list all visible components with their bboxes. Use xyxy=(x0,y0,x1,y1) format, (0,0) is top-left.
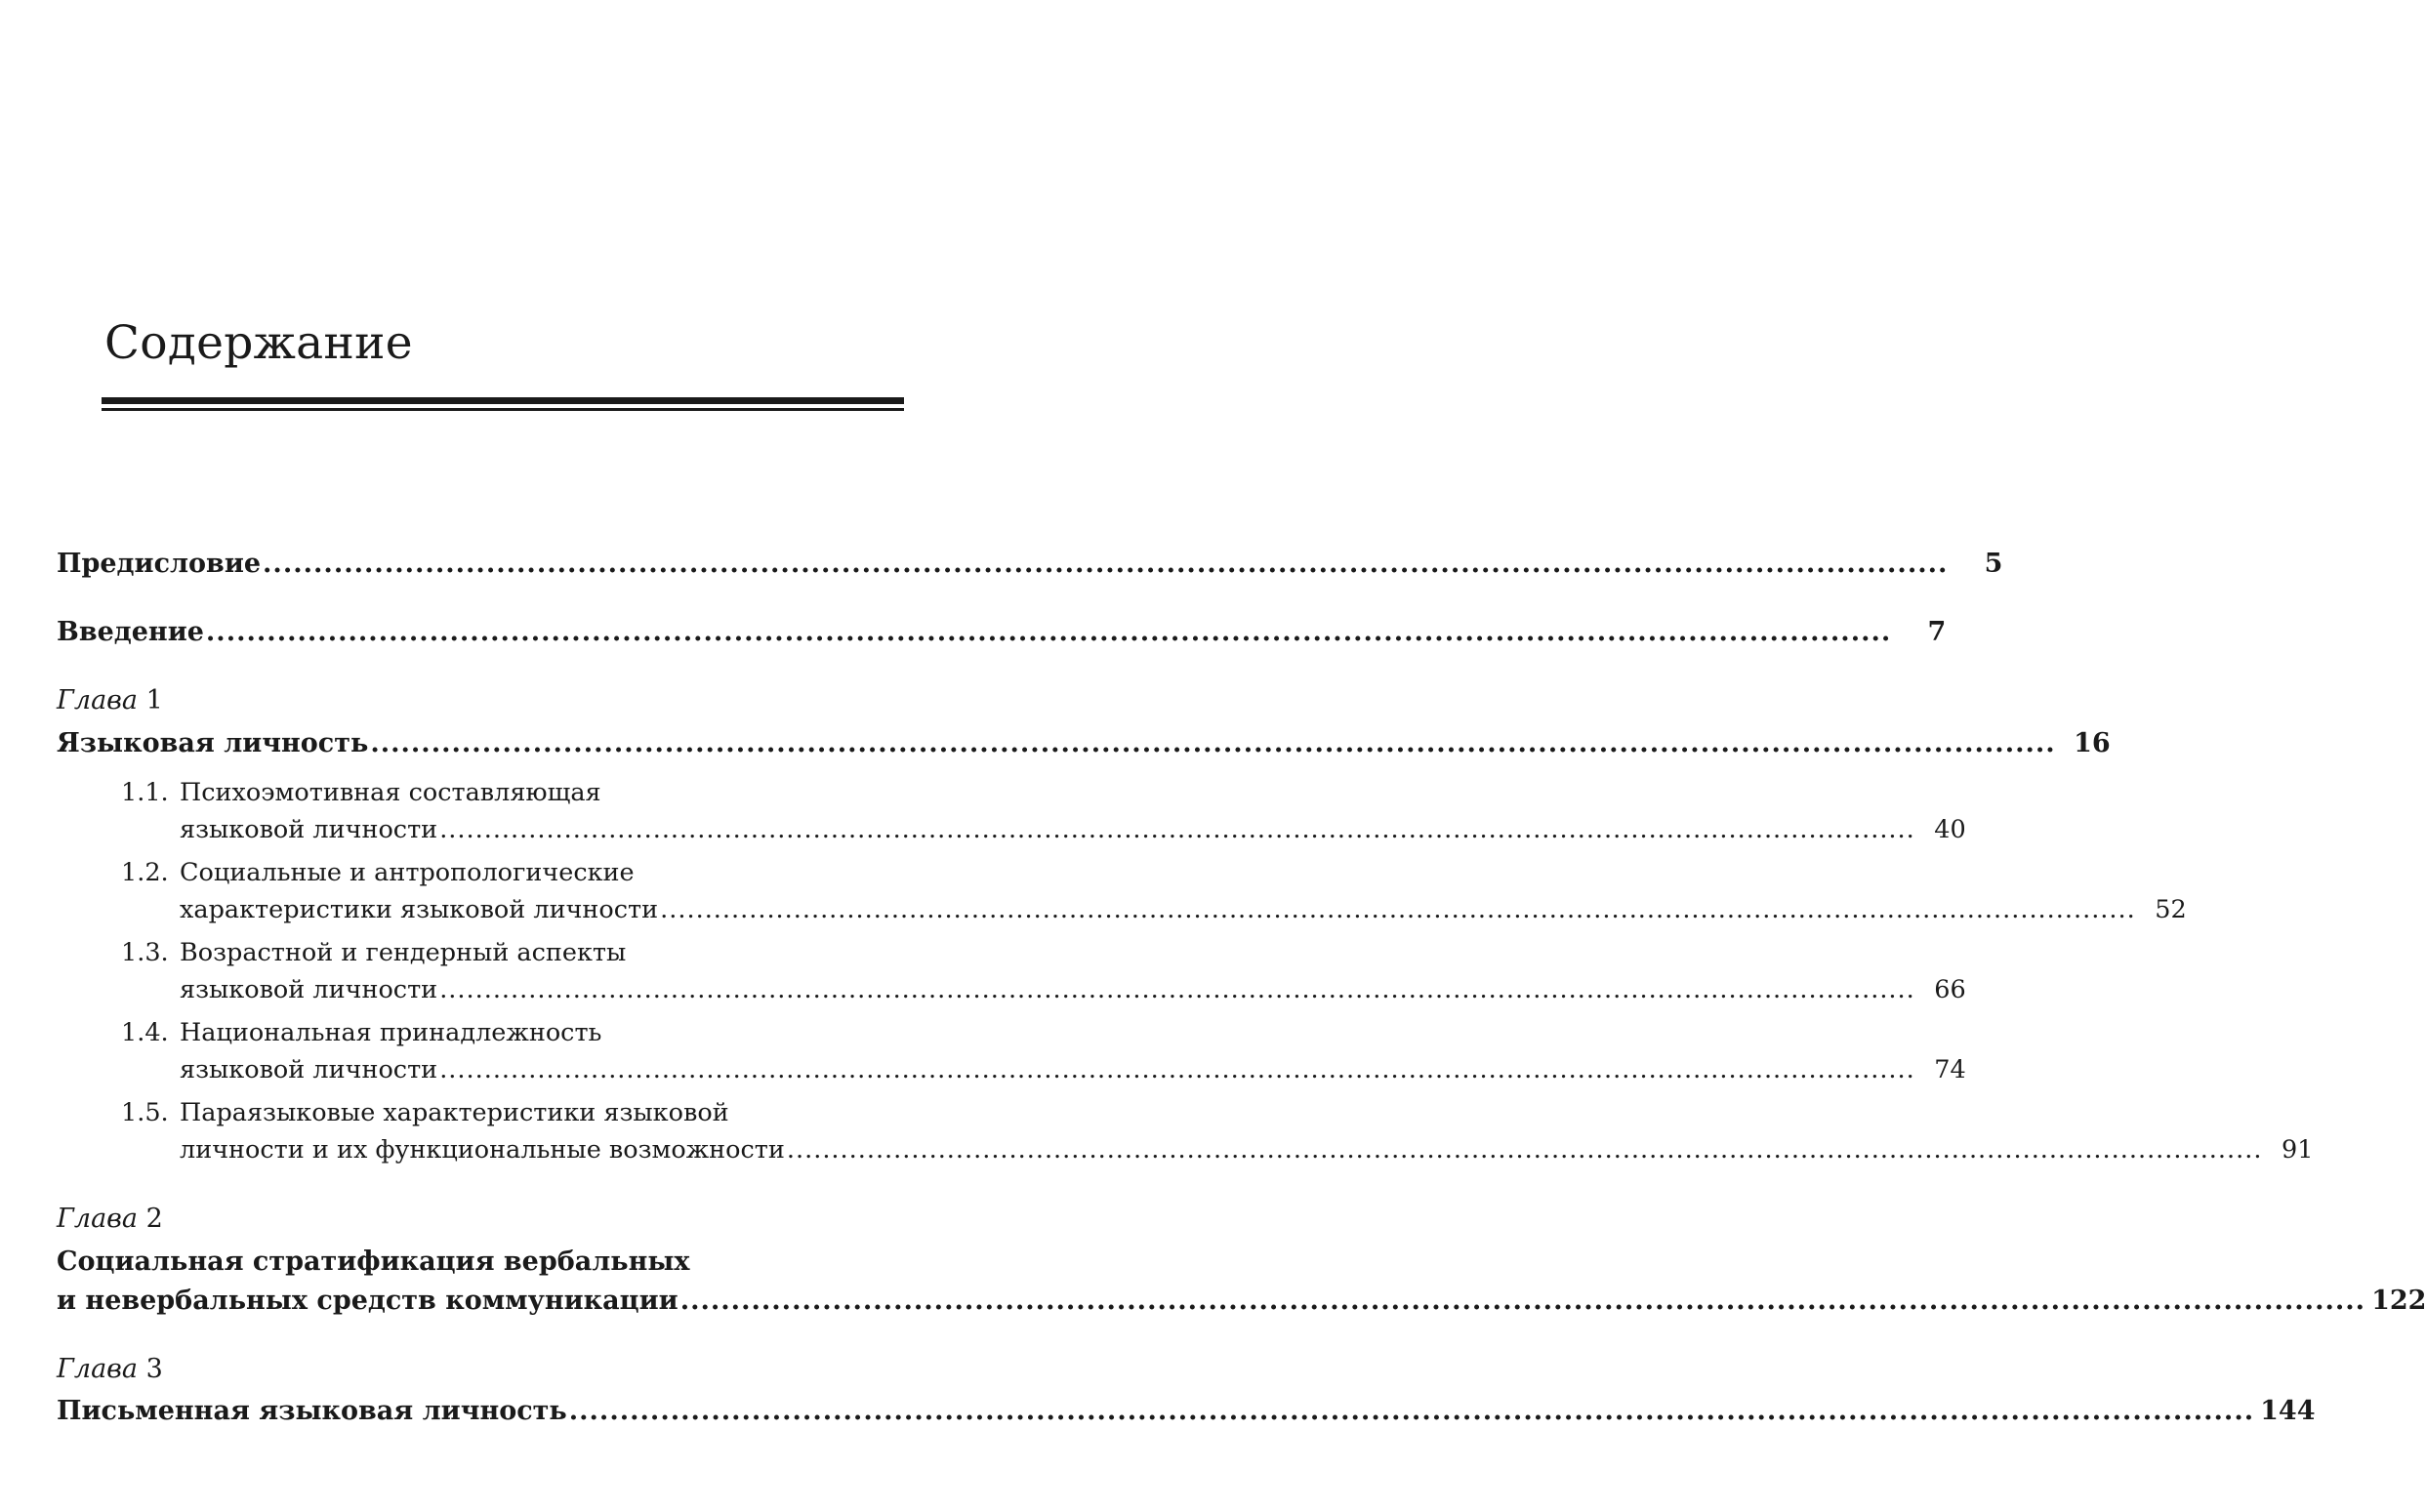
title-rule-thin xyxy=(102,408,904,411)
section-title-line2: личности и их функциональные возможности xyxy=(180,1135,785,1165)
section-number: 1.5. xyxy=(121,1098,169,1127)
section-title-line1: Национальная принадлежность xyxy=(180,1018,602,1047)
dot-leader: ...................................................................................................................................................................... xyxy=(439,975,1915,1004)
section-number: 1.2. xyxy=(121,858,169,887)
toc-entry-title-line2: и невербальных средств коммуникации xyxy=(57,1286,678,1316)
toc-section-1-5-line2[interactable] xyxy=(180,1135,2314,1176)
section-title-line1: Возрастной и гендерный аспекты xyxy=(180,938,627,967)
toc-entry-title-line1: Социальная стратификация вербальных xyxy=(57,1246,690,1277)
dot-leader: ...................................................................................................................................................................... xyxy=(660,895,2136,924)
title-rule-thick xyxy=(102,397,904,404)
toc-section-1-4-line1[interactable] xyxy=(121,1018,601,1057)
toc-section-1-3-line1[interactable] xyxy=(121,938,626,977)
toc-page-number: 74 xyxy=(1934,1055,1966,1084)
dot-leader: ...................................................................................................................................................................... xyxy=(439,1055,1915,1084)
dot-leader: ...................................................................................................................................................................... xyxy=(679,1286,2366,1316)
toc-page-number: 91 xyxy=(2282,1135,2314,1165)
chapter-number: 1 xyxy=(145,685,163,715)
dot-leader: ...................................................................................................................................................................... xyxy=(263,549,1949,579)
toc-section-1-4-line2[interactable] xyxy=(180,1055,1966,1096)
chapter-word: Глава xyxy=(57,1354,138,1384)
toc-section-1-5-line1[interactable] xyxy=(121,1098,729,1137)
chapter-number: 2 xyxy=(145,1204,163,1234)
toc-page-number: 16 xyxy=(2074,728,2111,758)
toc-section-1-2-line2[interactable] xyxy=(180,895,2187,936)
toc-page-number: 5 xyxy=(1984,549,2003,579)
toc-entry-chapter-2-line1[interactable] xyxy=(57,1246,690,1286)
section-title-line2: языковой личности xyxy=(180,975,438,1004)
toc-entry-title: Письменная языковая личность xyxy=(57,1396,567,1426)
toc-entry-title: Языковая личность xyxy=(57,728,369,758)
toc-entry-preface[interactable] xyxy=(57,549,2003,590)
toc-page-number: 40 xyxy=(1934,815,1966,844)
toc-page-number: 7 xyxy=(1927,617,1947,647)
section-title-line1: Психоэмотивная составляющая xyxy=(180,778,601,807)
toc-page-number: 52 xyxy=(2155,895,2187,924)
dot-leader: ...................................................................................................................................................................... xyxy=(205,617,1892,647)
section-title-line1: Параязыковые характеристики языковой xyxy=(180,1098,729,1127)
page-title: Содержание xyxy=(104,316,413,370)
section-title-line2: характеристики языковой личности xyxy=(180,895,659,924)
section-number: 1.1. xyxy=(121,778,169,807)
toc-page-number: 122 xyxy=(2371,1286,2426,1316)
toc-entry-chapter-2-line2[interactable] xyxy=(57,1286,2426,1327)
dot-leader: ...................................................................................................................................................................... xyxy=(568,1396,2255,1426)
chapter-word: Глава xyxy=(57,685,138,715)
chapter-word: Глава xyxy=(57,1204,138,1234)
chapter-3-label xyxy=(57,1354,163,1393)
chapter-1-label xyxy=(57,685,163,724)
dot-leader: ...................................................................................................................................................................... xyxy=(439,815,1915,844)
toc-entry-title: Введение xyxy=(57,617,204,647)
chapter-2-label xyxy=(57,1204,163,1243)
dot-leader: ...................................................................................................................................................................... xyxy=(370,728,2056,758)
toc-entry-chapter-1[interactable] xyxy=(57,728,2111,769)
toc-entry-chapter-3[interactable] xyxy=(57,1396,2316,1437)
toc-entry-intro[interactable] xyxy=(57,617,1947,658)
section-title-line2: языковой личности xyxy=(180,815,438,844)
toc-section-1-3-line2[interactable] xyxy=(180,975,1966,1016)
toc-section-1-1-line2[interactable] xyxy=(180,815,1966,856)
toc-page-number: 66 xyxy=(1934,975,1966,1004)
section-number: 1.4. xyxy=(121,1018,169,1047)
toc-entry-title: Предисловие xyxy=(57,549,262,579)
toc-section-1-1-line1[interactable] xyxy=(121,778,601,817)
dot-leader: ...................................................................................................................................................................... xyxy=(786,1135,2263,1165)
section-title-line1: Социальные и антропологические xyxy=(180,858,635,887)
section-title-line2: языковой личности xyxy=(180,1055,438,1084)
toc-section-1-2-line1[interactable] xyxy=(121,858,635,897)
toc-page-number: 144 xyxy=(2260,1396,2316,1426)
chapter-number: 3 xyxy=(145,1354,163,1384)
section-number: 1.3. xyxy=(121,938,169,967)
